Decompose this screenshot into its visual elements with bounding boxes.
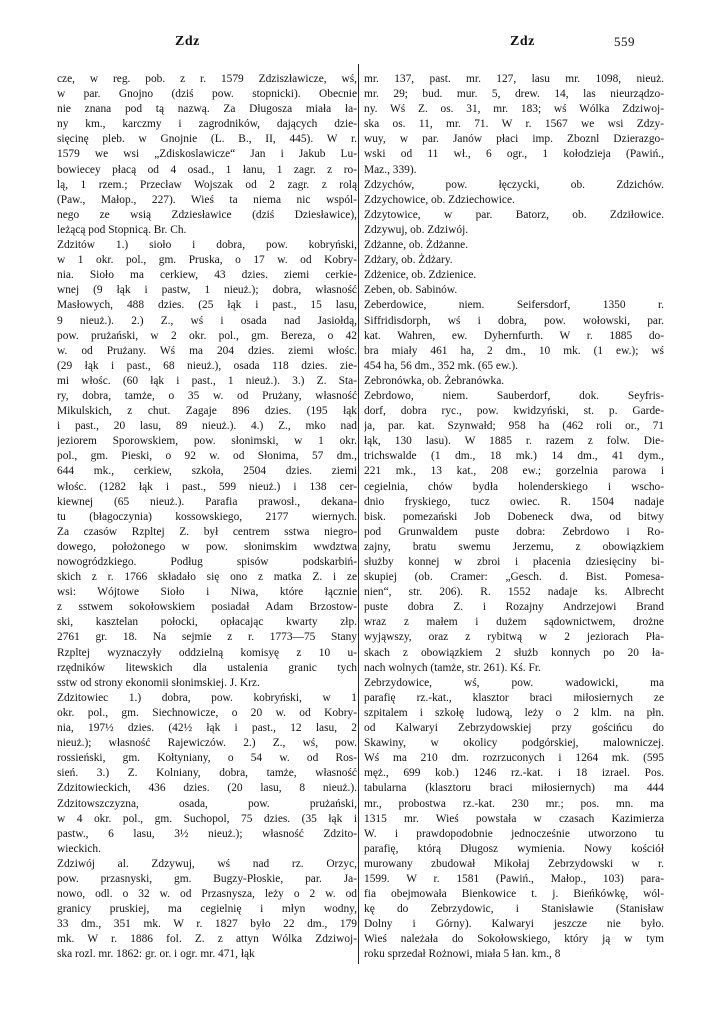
text-line: Zebrzydowice, wś, pow. wadowicki, ma <box>364 676 664 689</box>
text-line: bowiecey płacą od 4 osad., 1 łanu, 1 zagr. z ro- <box>57 163 357 176</box>
text-line: Zdzychowice, ob. Zdziechowice. <box>364 193 515 206</box>
text-line: ska os. 11, mr. 71. W r. 1567 we wsi Zdzy- <box>364 118 664 131</box>
text-line: sięcinę pleb. w Gnojnie (L. B., II, 445). W r. <box>57 133 357 146</box>
text-line: Siffridisdorph, wś i dobra, pow. wołowski, par. <box>364 314 664 327</box>
text-line: roku sprzedał Rożnowi, miała 5 łan. km., 8 <box>364 948 561 961</box>
text-line: służby konnej w zbroi i płacenia dziesięciny bi- <box>364 556 664 568</box>
text-line: cegielnia, chów bydła holenderskiego i wscho- <box>364 480 664 493</box>
text-line: Mikulskich, z chut. Zagaje 896 dzies. (195 łąk <box>57 405 357 418</box>
text-line: nien“, str. 206). R. 1552 nadaje ks. Albrecht <box>364 586 664 599</box>
text-line: ny km., karczmy i zagrodników, dających dzie- <box>57 118 357 131</box>
text-line: pow. prużański, w 2 okr. pol., gm. Bereza, o 42 <box>57 329 357 342</box>
text-line: łąk, 130 lasu). W 1885 r. razem z folw. Die- <box>364 435 664 448</box>
left-column <box>57 72 357 963</box>
text-line: (29 łąk i past., 68 nieuż.), osada 118 dzies. zie- <box>57 359 357 372</box>
text-line: wyjąwszy, oraz z rybitwą w 2 jeziorach Pła- <box>364 631 664 644</box>
text-line: Wś ma 210 dm. rozrzuconych i 1264 mk. (595 <box>364 752 664 765</box>
text-line: pol., gm. Pieski, o 92 w. od Słonima, 57 dm., <box>57 450 357 463</box>
text-line: Zdzitowieckich, 436 dzies. (20 lasu, 8 nieuż.). <box>57 782 357 795</box>
text-line: 221 mk., 13 kat., 208 ew.; gorzelnia parowa i <box>364 465 664 478</box>
text-line: nia. Sioło ma cerkiew, 43 dzies. ziemi cerkie- <box>57 269 357 282</box>
text-line: 2761 gr. 18. Na sejmie z r. 1773—75 Stany <box>57 631 357 644</box>
text-line: skich z r. 1766 składało się ono z matka Z. i ze <box>57 571 357 584</box>
running-head-middle: Zdz <box>510 34 535 49</box>
text-line: murowany zbudował Mikołaj Zebrzydowski w r. <box>364 857 664 870</box>
text-line: wieckich. <box>57 842 101 855</box>
text-line: 1599. W r. 1581 (Pawiń., Małop., 103) para- <box>364 872 664 885</box>
page-number: 559 <box>614 34 635 49</box>
text-line: W. i prawdopodobnie jednocześnie utworzono tu <box>364 827 664 840</box>
text-line: mi włośc. (60 łąk i past., 1 nieuż.). 3.) Z. Sta- <box>57 374 357 387</box>
text-line: nia, 197½ dzies. (42½ łąk i past., 12 lasu, 2 <box>57 722 357 735</box>
text-line: Zebronówka, ob. Żebranówka. <box>364 374 505 387</box>
text-line: ja, par. kat. Szynwałd; 958 ha (462 roli or., 71 <box>364 420 664 433</box>
text-line: Dolny i Górny). Kalwaryi jeszcze nie było. <box>364 918 664 931</box>
text-line: mr. 29; bud. mur. 5, drew. 14, las nieurządzo- <box>364 88 664 101</box>
text-line: Zdziwój al. Zdzywuj, wś nad rz. Orzyc, <box>57 857 357 870</box>
text-line: włośc. (1282 łąk i past., 599 nieuż.) i 138 cer- <box>57 480 357 493</box>
text-line: Zdzitowszczyzna, osada, pow. prużański, <box>57 797 357 810</box>
text-line: Zdzitów 1.) sioło i dobra, pow. kobryński, <box>57 239 357 252</box>
text-line: ny. Wś Z. os. 31, mr. 183; wś Wólka Zdziwoj- <box>364 103 664 116</box>
text-line: nieuż.); własność Rajewiczów. 2.) Z., wś, pow. <box>57 737 357 750</box>
text-line: z sstwem sokołowskiem posiadał Adam Brzostow- <box>57 601 357 614</box>
text-line: nowo, odl. o 32 w. od Przasnysza, leży o 2 w. od <box>57 888 357 901</box>
text-line: granicy pruskiej, ma cegielnię i młyn wodny, <box>57 903 357 916</box>
text-line: wsi: Wójtowe Sioło i Niwa, które łącznie <box>57 586 357 599</box>
text-line: wraz z małem i dużem sądownictwem, drożne <box>364 616 664 629</box>
text-line: ski, kasztelan połocki, opłacając kwarty złp. <box>57 616 357 629</box>
text-line: dowego, położonego w pow. słonimskim wwdztwa <box>57 540 357 553</box>
text-line: wski od 11 wł., 6 ogr., 1 kołodzieja (Pawiń., <box>364 148 664 161</box>
text-line: męż., 699 kob.) 1246 rz.-kat. i 18 izrael. Pos. <box>364 767 664 780</box>
text-line: cze, w reg. pob. z r. 1579 Zdziszławicze, wś, <box>57 73 357 85</box>
text-line: Za czasów Rzpltej Z. był centrem sstwa niegro- <box>57 525 357 538</box>
text-line: mr., probostwa rz.-kat. 230 mr.; pos. mn. ma <box>364 797 664 810</box>
text-line: bisk. pomezański Job Dobeneck dwa, od bitwy <box>364 510 664 523</box>
text-line: 644 mk., cerkiew, szkoła, 2504 dzies. ziemi <box>57 465 357 478</box>
text-line: Wieś należała do Sokołowskiego, który ją w tym <box>364 933 664 946</box>
text-line: dnio fryskiego, tucz owiec. R. 1504 nadaje <box>364 495 664 508</box>
text-line: mk. W r. 1886 fol. Z. z attyn Wólka Zdziwoj- <box>57 933 357 946</box>
text-line: 9 nieuż.). 2.) Z., wś i osada nad Jasiołdą, <box>57 314 357 327</box>
text-line: puste dobra Z. i Rozajny Andrzejowi Brand <box>364 601 664 614</box>
text-line: 1315 mr. Wieś powstała w czasach Kazimierza <box>364 812 664 825</box>
text-line: zajny, bratu swemu Jerzemu, z obowiązkiem <box>364 540 664 553</box>
text-line: 454 ha, 56 dm., 352 mk. (65 ew.). <box>364 359 518 372</box>
text-line: 1579 we wsi „Zdiskoslawicze“ Jan i Jakub Lu- <box>57 148 357 161</box>
text-line: (Paw., Małop., 227). Wieś ta niema nic wspól- <box>57 193 357 206</box>
text-line: kiewnej (65 nieuż.). Parafia prawosł., dekana- <box>57 495 357 508</box>
text-line: Masłowych, 488 dzies. (25 łąk i past., 15 lasu, <box>57 299 357 312</box>
text-line: w. od Prużany. Wś ma 204 dzies. ziemi włośc. <box>57 344 357 357</box>
text-line: leżącą pod Stopnicą. Br. Ch. <box>57 223 187 236</box>
text-line: mr. 137, past. mr. 127, lasu mr. 1098, nieuż. <box>364 73 664 85</box>
text-line: Zebrdowo, niem. Sauberdorf, dok. Seyfris- <box>364 389 664 402</box>
text-line: lą, 1 rzem.; Przecław Wojszak od 2 zagr. z rolą <box>57 178 357 191</box>
text-line: fia obejmowała Bienkowice t. j. Bieńkówkę, wól- <box>364 888 664 901</box>
text-line: Zdzytowice, w par. Batorz, ob. Zdziłowice. <box>364 208 664 221</box>
right-column <box>364 72 664 963</box>
text-line: ska rozl. mr. 1862: gr. or. i ogr. mr. 471, łąk <box>57 948 255 961</box>
text-line: dorf, dobra ryc., pow. kwidzyński, st. p. Garde- <box>364 405 664 418</box>
column-divider <box>358 64 359 964</box>
text-line: Zdżenice, ob. Zdzienice. <box>364 269 477 282</box>
text-line: sień. 3.) Z. Kolniany, dobra, tamże, własność <box>57 767 357 780</box>
text-line: tabularna (klasztoru braci miłosiernych) ma 444 <box>364 782 664 795</box>
text-line: wnej (9 łąk i pastw, 1 nieuż.); dobra, własność <box>57 284 357 297</box>
text-line: nego ze wsią Zdziesławice (dziś Dziesławice), <box>57 208 357 221</box>
text-line: parafię, którą Długosz wymienia. Nowy kościół <box>364 842 664 855</box>
text-line: nie znana pod tą nazwą. Za Długosza miała ła- <box>57 103 357 116</box>
running-head-left: Zdz <box>175 34 200 49</box>
text-line: w par. Gnojno (dziś pow. stopnicki). Obecnie <box>57 88 357 101</box>
text-line: Zdzitowiec 1.) dobra, pow. kobryński, w 1 <box>57 691 357 704</box>
text-line: w 1 okr. pol., gm. Pruska, o 17 w. od Kobry- <box>57 254 357 267</box>
text-line: wuy, w par. Janów płaci imp. Zboznl Dzierazgo- <box>364 133 664 146</box>
text-line: ry, dobra, tamże, o 35 w. od Prużany, własność <box>57 389 357 402</box>
text-line: i past., 20 lasu, 89 nieuż.). 4.) Z., mko nad <box>57 420 357 433</box>
text-line: tu (błagoczynia) kossowskiego, 2177 wiernych. <box>57 510 357 523</box>
text-line: kat. Wahren, ew. Dyhernfurth. W r. 1885 do- <box>364 329 664 342</box>
text-line: pastw., 6 lasu, 3½ nieuż.); własność Zdzito- <box>57 827 357 840</box>
text-line: rzędników litewskich dla ustalenia granic tych <box>57 661 357 674</box>
text-line: od Kalwaryi Zebrzydowskiej przy gościńcu do <box>364 722 664 735</box>
text-line: skach z obowiązkiem 2 służb konnych po 20 ła- <box>364 646 664 659</box>
text-line: Zeberdowice, niem. Seifersdorf, 1350 r. <box>364 299 664 312</box>
text-line: Zdżanne, ob. Żdżanne. <box>364 239 469 252</box>
text-line: 33 dm., 351 mk. W r. 1827 było 22 dm., 179 <box>57 918 357 931</box>
text-line: pod Grunwaldem puste dobra: Zebrdowo i Ro- <box>364 525 664 538</box>
text-line: Maz., 339). <box>364 163 417 176</box>
text-line: sstw od strony ekonomii słonimskiej. J. Krz. <box>57 676 260 689</box>
text-line: pow. przasnyski, gm. Bugzy-Płoskie, par. Ja- <box>57 872 357 885</box>
text-line: Zdzychów, pow. łęczycki, ob. Zdzichów. <box>364 178 664 191</box>
text-line: Zeben, ob. Sabinów. <box>364 284 458 297</box>
text-line: w 4 okr. pol., gm. Suchopol, 75 dzies. (35 łąk i <box>57 812 357 825</box>
text-line: trichswalde (1 dm., 18 mk.) 14 dm., 41 dym., <box>364 450 664 463</box>
text-line: Skawiny, w okolicy podgórskiej, malowniczej. <box>364 737 664 750</box>
text-line: bra miały 461 ha, 2 dm., 10 mk. (1 ew.); wś <box>364 344 664 357</box>
text-line: parafię rz.-kat., klasztor braci miłosiernych ze <box>364 691 664 704</box>
text-line: Rzpltej wyznaczyły oddzielną komisyę z 10 u- <box>57 646 357 659</box>
text-line: szpitalem i szkołę ludową, leży o 2 klm. na płn. <box>364 706 664 719</box>
text-line: skupiej (ob. Cramer: „Gesch. d. Bist. Pomesa- <box>364 571 664 584</box>
text-line: rossieński, gm. Kołtyniany, o 54 w. od Ros- <box>57 752 357 765</box>
text-line: jeziorem Sporowskiem, pow. słonimski, w 1 okr. <box>57 435 357 448</box>
text-line: okr. pol., gm. Siechnowicze, o 20 w. od Kobry- <box>57 706 357 719</box>
text-line: nach wolnych (tamże, str. 261). Kś. Fr. <box>364 661 541 674</box>
text-line: Zdżary, ob. Żdżary. <box>364 254 453 267</box>
text-line: kę do Zebrzydowic, i Stanisławie (Stanisław <box>364 903 664 916</box>
text-line: nowogródzkiego. Podług spisów podskarbiń- <box>57 556 357 568</box>
text-line: Zdzywuj, ob. Zdziwój. <box>364 223 469 236</box>
